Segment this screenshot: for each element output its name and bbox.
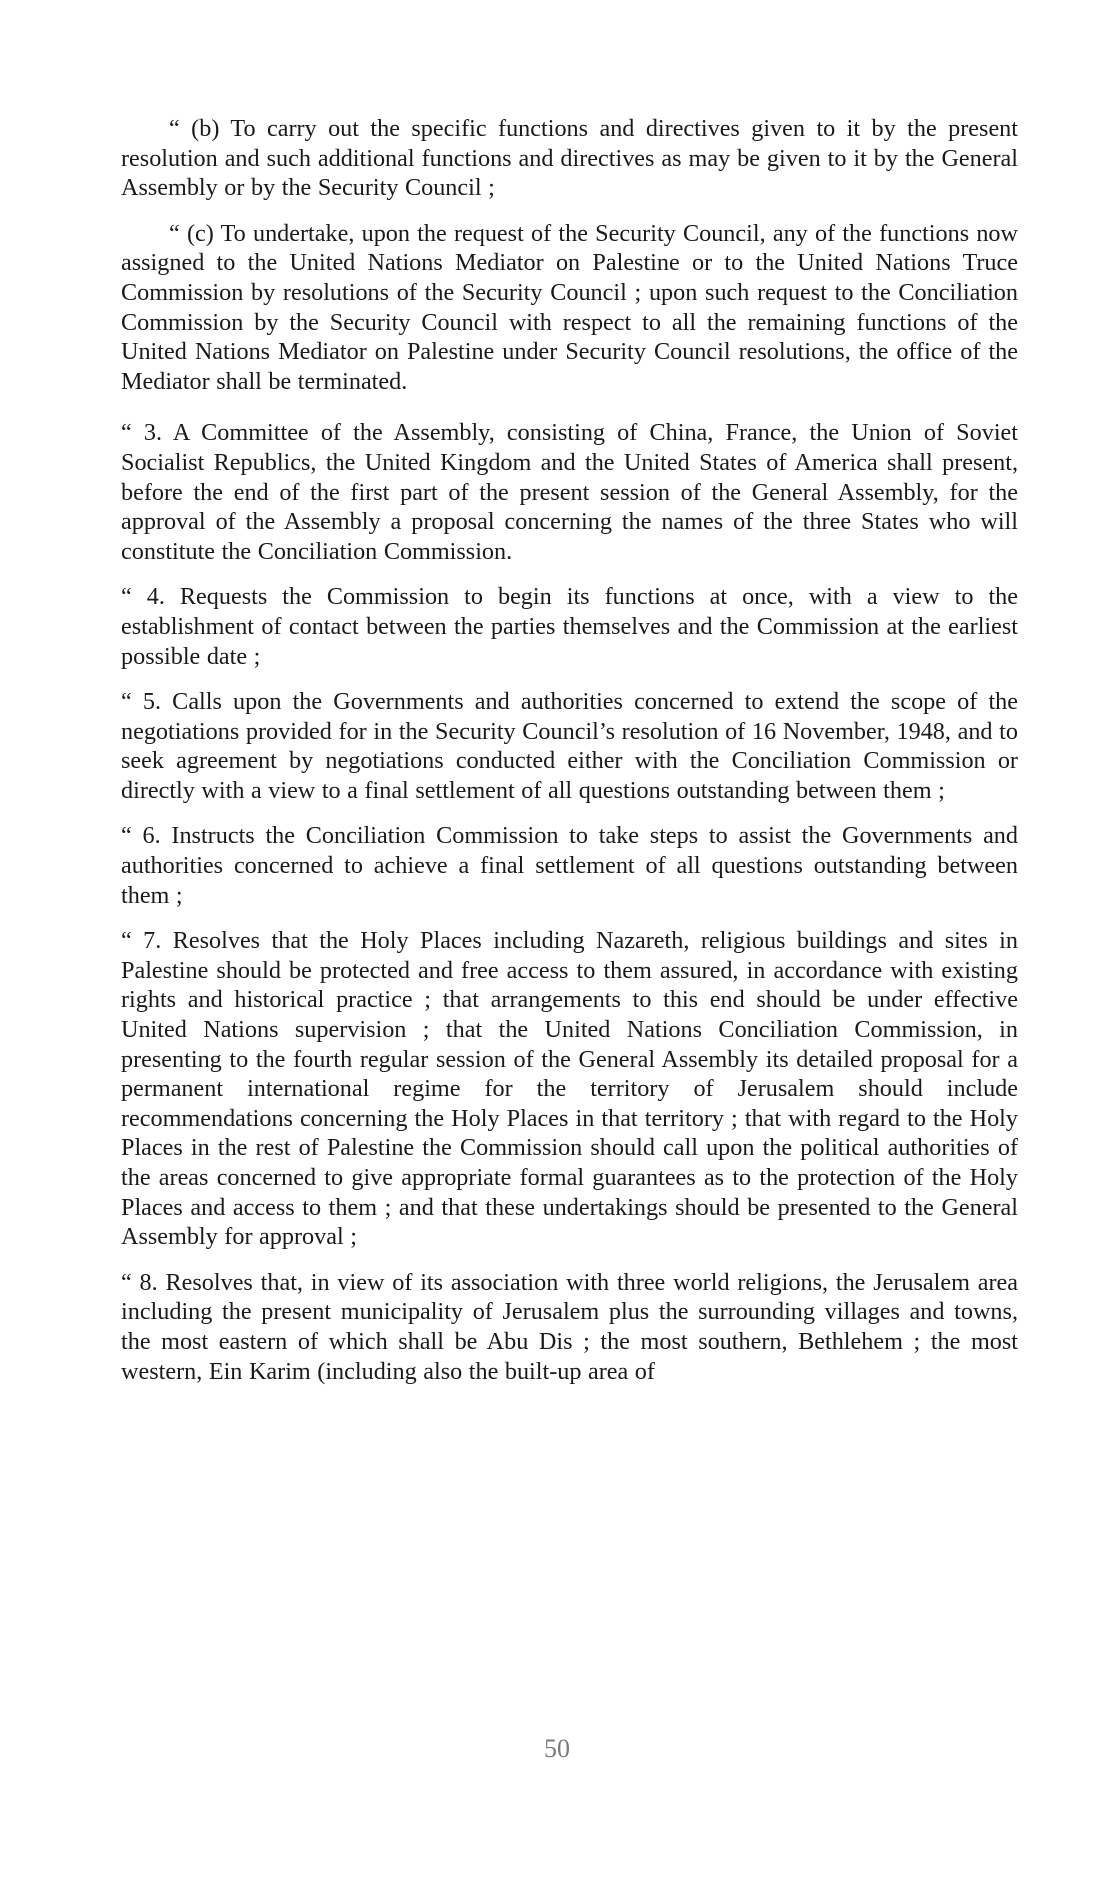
paragraph-4: “ 4. Requests the Commission to begin its functions at once, with a view to the establishment of contact between the parties themselves and the Commission at the earliest possible date ; [121, 583, 1018, 670]
paragraph-8: “ 8. Resolves that, in view of its association with three world religions, the Jerusalem area including the present municipality of Jerusalem plus the surrounding villages and towns, the most eastern of which shall be Abu Dis ; the most southern, Bethlehem ; the most western, Ein Karim (including also the built-up area of [121, 1268, 1018, 1385]
paragraph-7: “ 7. Resolves that the Holy Places including Nazareth, religious buildings and sites in Palestine should be protected and free access to them assured, in accordance with existing rights and historical practice ; that arrangements to this end should be under effective United Nations supervision ; that the United Nations Conciliation Commission, in presenting to the fourth regular session of the General Assembly its detailed proposal for a permanent international regime for the territory of Jerusalem should include recommendations concerning the Holy Places in that territory ; that with regard to the Holy Places in the rest of Palestine the Commission should call upon the political authorities of the areas concerned to give appropriate formal guarantees as to the protection of the Holy Places and access to them ; and that these undertakings should be presented to the General Assembly for approval ; [121, 927, 1018, 1251]
paragraph-c: “ (c) To undertake, upon the request of the Security Council, any of the functions now assigned to the United Nations Mediator on Palestine or to the United Nations Truce Commission by resolutions of the Security Council ; upon such request to the Conciliation Commission by the Security Council with respect to all the remaining functions of the United Nations Mediator on Palestine under Security Council resolutions, the office of the Mediator shall be terminated. [121, 219, 1018, 395]
paragraph-3: “ 3. A Committee of the Assembly, consisting of China, France, the Union of Soviet Socialist Republics, the United Kingdom and the United States of America shall present, before the end of the first part of the present session of the General Assembly, for the approval of the Assembly a proposal concerning the names of the three States who will constitute the Conciliation Commission. [121, 419, 1018, 565]
paragraph-5: “ 5. Calls upon the Governments and authorities concerned to extend the scope of the negotiations provided for in the Security Council’s resolution of 16 November, 1948, and to seek agreement by negotiations conducted either with the Conciliation Commission or directly with a view to a final settlement of all questions outstanding between them ; [121, 688, 1018, 804]
page-number: 50 [544, 1734, 570, 1763]
document-body [121, 114, 1018, 1386]
paragraph-b: “ (b) To carry out the specific functions and directives given to it by the present resolution and such additional functions and directives as may be given to it by the General Assembly or by the Security Council ; [121, 115, 1018, 202]
paragraph-6: “ 6. Instructs the Conciliation Commission to take steps to assist the Governments and authorities concerned to achieve a final settlement of all questions outstanding between them ; [121, 822, 1018, 909]
